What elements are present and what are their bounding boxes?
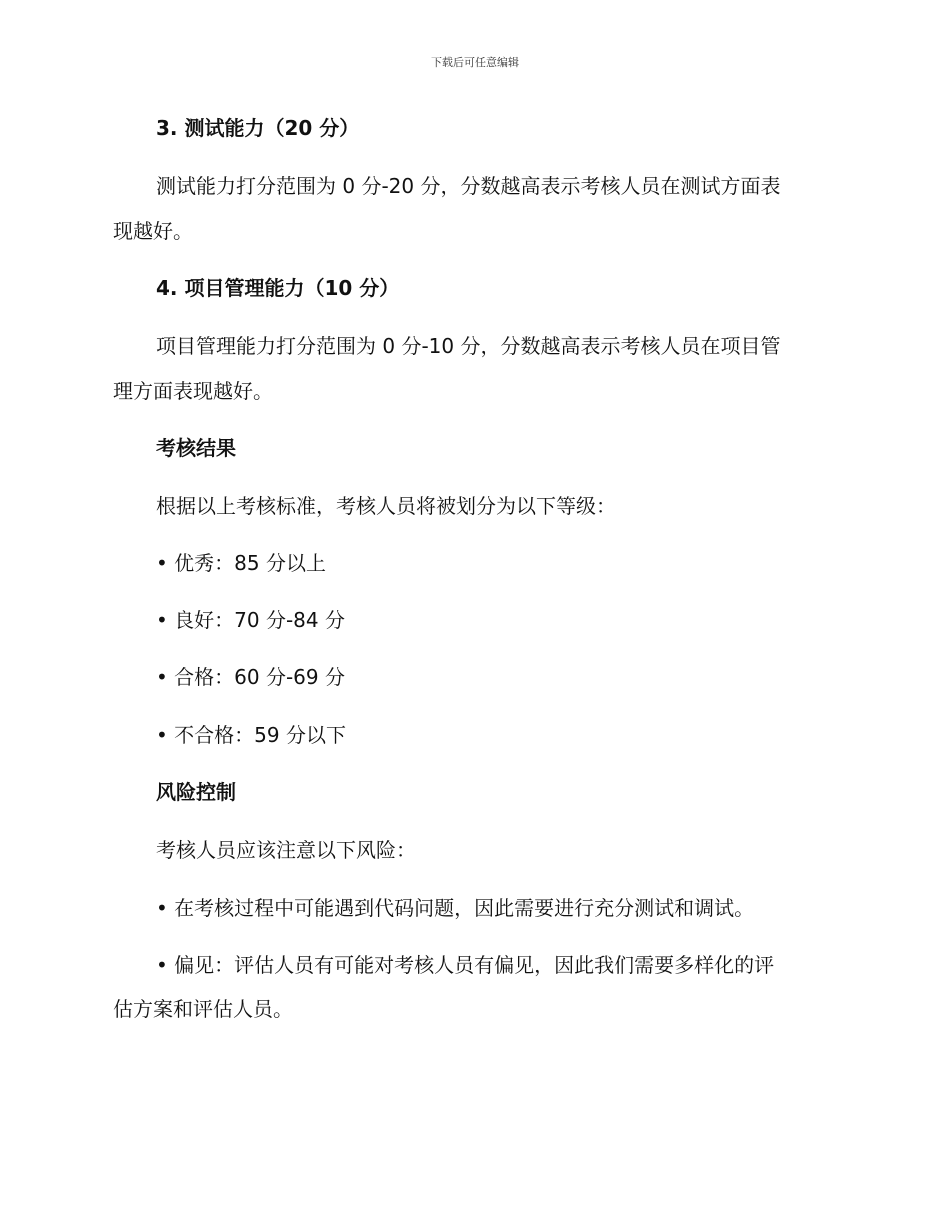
risk-item-1: • 在考核过程中可能遇到代码问题，因此需要进行充分测试和调试。 bbox=[156, 896, 755, 920]
risk-item-2-line2: 估方案和评估人员。 bbox=[113, 997, 293, 1021]
risk-item-2-line1: • 偏见：评估人员有可能对考核人员有偏见，因此我们需要多样化的评 bbox=[156, 953, 775, 977]
testing-desc-line1: 测试能力打分范围为 0 分-20 分，分数越高表示考核人员在测试方面表 bbox=[156, 174, 781, 198]
section-title-testing: 3. 测试能力（20 分） bbox=[156, 116, 360, 140]
results-intro: 根据以上考核标准，考核人员将被划分为以下等级： bbox=[156, 494, 616, 518]
grade-item-fail: • 不合格：59 分以下 bbox=[156, 723, 346, 747]
pm-desc-line2: 理方面表现越好。 bbox=[113, 379, 273, 403]
section-title-results: 考核结果 bbox=[156, 436, 236, 460]
grade-item-excellent: • 优秀：85 分以上 bbox=[156, 551, 326, 575]
pm-desc-line1: 项目管理能力打分范围为 0 分-10 分，分数越高表示考核人员在项目管 bbox=[156, 334, 781, 358]
testing-desc-line2: 现越好。 bbox=[113, 219, 193, 243]
risk-intro: 考核人员应该注意以下风险： bbox=[156, 838, 416, 862]
grade-item-pass: • 合格：60 分-69 分 bbox=[156, 665, 345, 689]
page-header: 下载后可任意编辑 bbox=[431, 56, 519, 69]
grade-item-good: • 良好：70 分-84 分 bbox=[156, 608, 345, 632]
section-title-risk: 风险控制 bbox=[156, 780, 236, 804]
section-title-pm: 4. 项目管理能力（10 分） bbox=[156, 276, 400, 300]
